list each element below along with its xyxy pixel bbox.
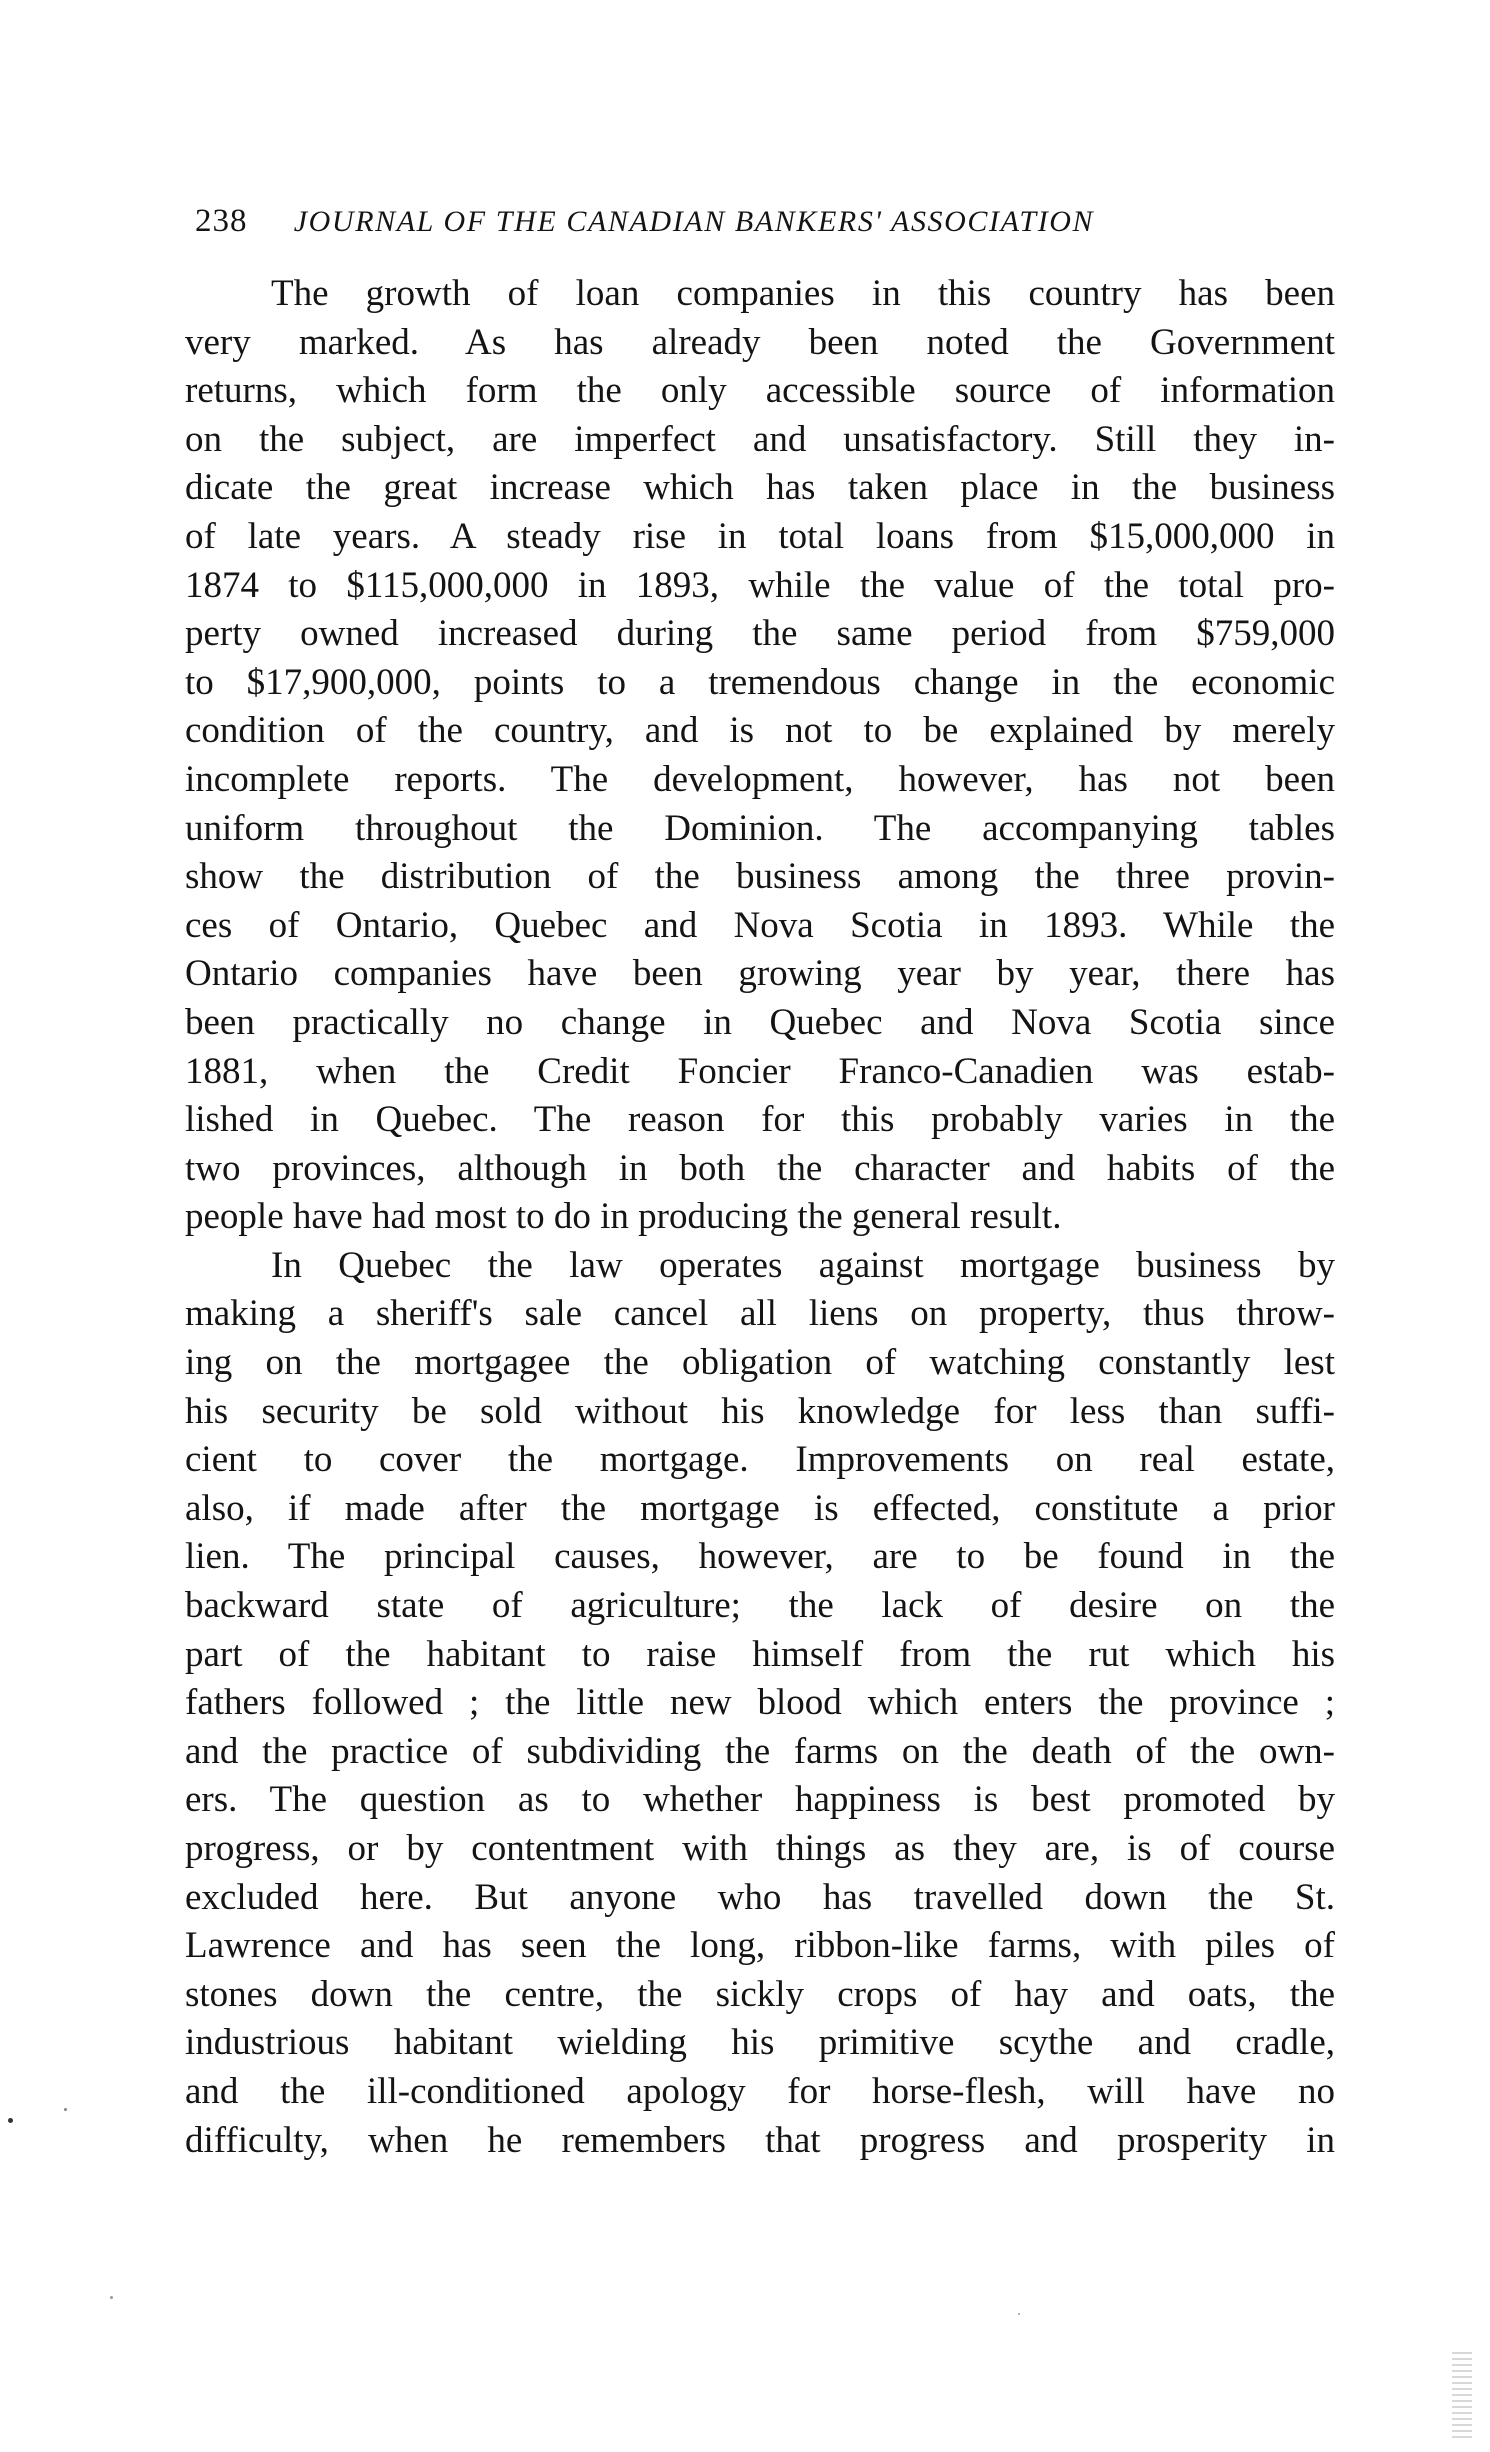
text-line: stones down the centre, the sickly crops of hay and oats, the [185, 1973, 1335, 2015]
text-line: Lawrence and has seen the long, ribbon-like farms, with piles of [185, 1925, 1335, 1967]
text-line: industrious habitant wielding his primitive scythe and cradle, [185, 2022, 1335, 2064]
text-line: also, if made after the mortgage is effected, constitute a prior [185, 1487, 1335, 1529]
text-line: returns, which form the only accessible source of information [185, 370, 1335, 412]
text-line: backward state of agriculture; the lack of desire on the [185, 1585, 1335, 1627]
paragraph-1 [185, 270, 1335, 1242]
text-line: lien. The principal causes, however, are to be found in the [185, 1536, 1335, 1578]
text-line: difficulty, when he remembers that progress and prosperity in [185, 2119, 1335, 2161]
text-line: perty owned increased during the same period from $759,000 [185, 613, 1335, 655]
scan-edge-marks [1452, 2352, 1472, 2442]
text-line: and the practice of subdividing the farms on the death of the own- [185, 1730, 1335, 1772]
text-line: show the distribution of the business among the three provin- [185, 856, 1335, 898]
text-line: uniform throughout the Dominion. The accompanying tables [185, 807, 1335, 849]
text-line: two provinces, although in both the character and habits of the [185, 1147, 1335, 1189]
text-line: making a sheriff's sale cancel all liens on property, thus throw- [185, 1293, 1335, 1335]
text-line: ces of Ontario, Quebec and Nova Scotia in 1893. While the [185, 904, 1335, 946]
text-line: and the ill-conditioned apology for horse-flesh, will have no [185, 2070, 1335, 2112]
text-line: people have had most to do in producing the general result. [185, 1196, 1062, 1238]
text-line: ing on the mortgagee the obligation of watching constantly lest [185, 1342, 1335, 1384]
text-line: of late years. A steady rise in total loans from $15,000,000 in [185, 515, 1335, 557]
text-line: been practically no change in Quebec and Nova Scotia since [185, 1001, 1335, 1043]
text-line: incomplete reports. The development, however, has not been [185, 758, 1335, 800]
text-line: 1874 to $115,000,000 in 1893, while the value of the total pro- [185, 564, 1335, 606]
text-line: very marked. As has already been noted the Government [185, 321, 1335, 363]
text-line: condition of the country, and is not to be explained by merely [185, 710, 1335, 752]
text-line: excluded here. But anyone who has travelled down the St. [185, 1876, 1335, 1918]
text-line: The growth of loan companies in this country has been [271, 273, 1335, 314]
running-head [195, 196, 1345, 246]
text-line: Ontario companies have been growing year by year, there has [185, 953, 1335, 995]
text-line: In Quebec the law operates against mortgage business by [271, 1244, 1335, 1286]
body-text [185, 270, 1335, 2165]
text-line: cient to cover the mortgage. Improvements on real estate, [185, 1439, 1335, 1481]
scan-speck [64, 2108, 67, 2111]
text-line: dicate the great increase which has taken place in the business [185, 467, 1335, 509]
text-line: on the subject, are imperfect and unsatisfactory. Still they in- [185, 418, 1335, 460]
text-line: to $17,900,000, points to a tremendous change in the economic [185, 661, 1335, 703]
page-number: 238 [195, 203, 248, 239]
text-line: lished in Quebec. The reason for this probably varies in the [185, 1099, 1335, 1141]
scan-speck [1018, 2313, 1020, 2315]
journal-title: JOURNAL OF THE CANADIAN BANKERS' ASSOCIATION [293, 205, 1095, 238]
text-line: ers. The question as to whether happiness is best promoted by [185, 1779, 1335, 1821]
text-line: progress, or by contentment with things as they are, is of course [185, 1828, 1335, 1869]
text-line: 1881, when the Credit Foncier Franco-Canadien was estab- [185, 1050, 1335, 1092]
text-line: fathers followed ; the little new blood which enters the province ; [185, 1682, 1335, 1724]
scan-speck [8, 2118, 13, 2123]
text-line: his security be sold without his knowledge for less than suffi- [185, 1390, 1335, 1432]
text-line: part of the habitant to raise himself from the rut which his [185, 1633, 1335, 1675]
scan-speck [110, 2296, 113, 2299]
paragraph-2 [185, 1242, 1335, 2165]
